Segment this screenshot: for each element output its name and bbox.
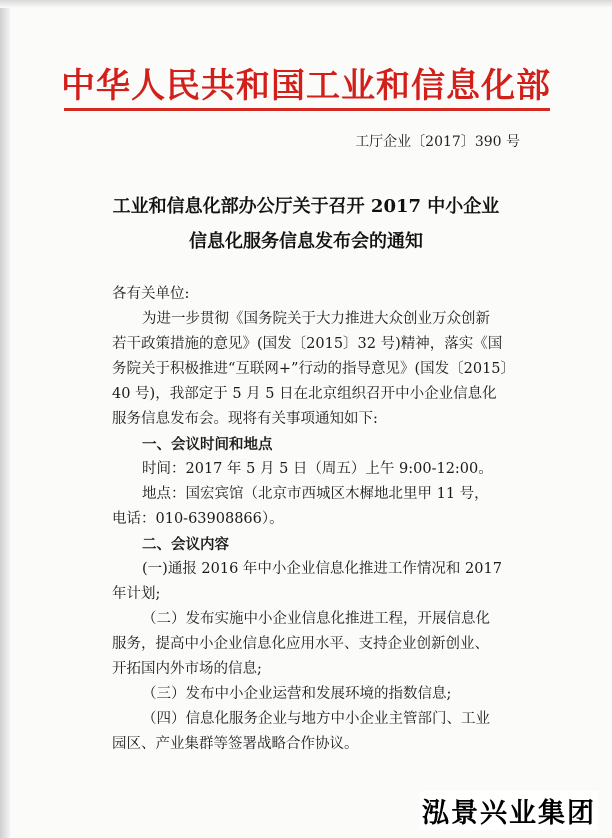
- intro-line: 40 号)，我部定于 5 月 5 日在北京组织召开中小企业信息化: [112, 386, 497, 402]
- watermark-company-name: 泓景兴业集团: [420, 791, 598, 830]
- meeting-phone: 电话：010-63908866）。: [112, 511, 284, 527]
- masthead-red-rule: [64, 108, 550, 111]
- section-heading-content: 二、会议内容: [142, 536, 229, 553]
- content-item-line: 园区、产业集群等签署战略合作协议。: [112, 736, 359, 752]
- intro-line: 为进一步贯彻《国务院关于大力推进大众创业万众创新: [142, 311, 490, 327]
- notice-title-line-1: 工业和信息化部办公厅关于召开 2017 中小企业: [112, 196, 500, 217]
- document-number: 工厅企业〔2017〕390 号: [355, 134, 520, 150]
- intro-line: 服务信息发布会。现将有关事项通知如下:: [112, 411, 378, 427]
- content-item-line: （三）发布中小企业运营和发展环境的指数信息;: [142, 686, 452, 702]
- notice-title-line-2: 信息化服务信息发布会的通知: [189, 231, 423, 252]
- masthead-title: 中华人民共和国工业和信息化部: [61, 66, 551, 106]
- scan-shadow-top: [0, 0, 612, 8]
- section-heading-time-place: 一、会议时间和地点: [142, 436, 273, 453]
- content-item-line: 服务，提高中小企业信息化应用水平、支持企业创新创业、: [112, 636, 489, 652]
- content-item-line: (一)通报 2016 年中小企业信息化推进工作情况和 2017: [142, 561, 502, 577]
- scan-shadow-left: [0, 0, 10, 838]
- content-item-line: （二）发布实施中小企业信息化推进工程，开展信息化: [142, 611, 490, 627]
- meeting-place: 地点：国宏宾馆（北京市西城区木樨地北里甲 11 号，: [142, 486, 489, 502]
- content-item-line: 年计划;: [112, 586, 161, 602]
- intro-line: 若干政策措施的意见》(国发〔2015〕32 号)精神，落实《国: [112, 336, 503, 352]
- content-item-line: （四）信息化服务企业与地方中小企业主管部门、工业: [142, 711, 490, 727]
- meeting-time: 时间：2017 年 5 月 5 日（周五）上午 9:00-12:00。: [142, 461, 493, 477]
- intro-line: 务院关于积极推进“互联网+”行动的指导意见》(国发〔2015〕: [112, 361, 516, 377]
- salutation: 各有关单位:: [112, 286, 190, 302]
- content-item-line: 开拓国内外市场的信息;: [112, 661, 262, 677]
